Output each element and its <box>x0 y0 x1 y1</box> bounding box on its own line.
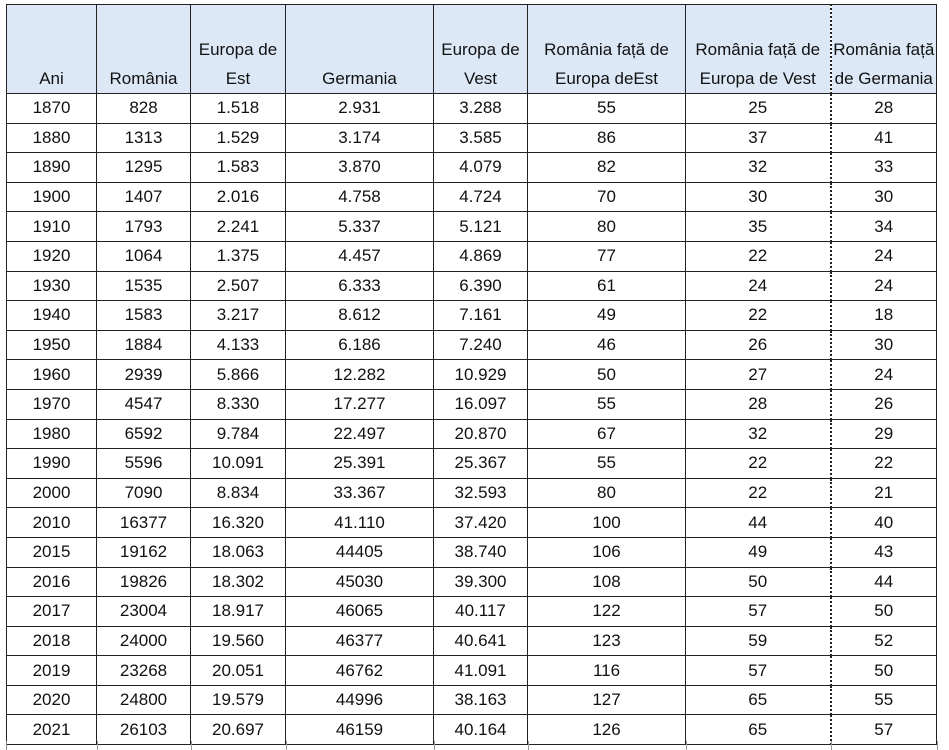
table-cell[interactable]: 2019 <box>7 656 97 686</box>
header-cell: România față de Europa deEst <box>528 5 686 94</box>
table-cell[interactable]: 4547 <box>97 389 191 419</box>
table-cell[interactable]: 4.133 <box>191 330 286 360</box>
table-cell[interactable]: 4.869 <box>434 241 528 271</box>
table-row <box>7 478 937 508</box>
table-cell[interactable]: 22 <box>686 301 831 331</box>
table-cell[interactable]: 25.367 <box>434 449 528 479</box>
table-cell[interactable]: 50 <box>831 597 937 627</box>
table-row <box>7 301 937 331</box>
table-cell[interactable]: 18.917 <box>191 597 286 627</box>
table-cell[interactable]: 4.724 <box>434 182 528 212</box>
table-cell[interactable]: 10.091 <box>191 449 286 479</box>
table-cell[interactable]: 2000 <box>7 478 97 508</box>
table-cell[interactable]: 1890 <box>7 153 97 183</box>
gridline-stub <box>686 741 687 750</box>
table-cell[interactable]: 50 <box>831 656 937 686</box>
table-cell[interactable]: 22 <box>686 449 831 479</box>
table-cell[interactable]: 22 <box>831 449 937 479</box>
table-cell[interactable]: 61 <box>528 271 686 301</box>
table-row <box>7 153 937 183</box>
table-cell[interactable]: 70 <box>528 182 686 212</box>
table-cell[interactable]: 50 <box>686 567 831 597</box>
table-cell[interactable]: 2939 <box>97 360 191 390</box>
table-cell[interactable]: 55 <box>528 389 686 419</box>
gridline-stub <box>528 741 529 750</box>
table-cell[interactable]: 2021 <box>7 715 97 745</box>
table-cell[interactable]: 24 <box>831 360 937 390</box>
table-cell[interactable]: 46159 <box>286 715 434 745</box>
table-cell[interactable]: 34 <box>831 212 937 242</box>
header-cell: România <box>97 5 191 94</box>
table-cell[interactable]: 1.583 <box>191 153 286 183</box>
table-row <box>7 94 937 124</box>
table-cell[interactable]: 6.186 <box>286 330 434 360</box>
table-cell[interactable]: 55 <box>528 449 686 479</box>
table-cell[interactable]: 40.117 <box>434 597 528 627</box>
table-cell[interactable]: 5.121 <box>434 212 528 242</box>
table-cell[interactable]: 116 <box>528 656 686 686</box>
table-cell[interactable]: 18.302 <box>191 567 286 597</box>
table-row <box>7 182 937 212</box>
table-cell[interactable]: 100 <box>528 508 686 538</box>
table-cell[interactable]: 5.337 <box>286 212 434 242</box>
table-cell[interactable]: 18 <box>831 301 937 331</box>
table-cell[interactable]: 108 <box>528 567 686 597</box>
table-row <box>7 626 937 656</box>
table-cell[interactable]: 1884 <box>97 330 191 360</box>
table-row <box>7 449 937 479</box>
table-cell[interactable]: 38.163 <box>434 685 528 715</box>
data-table <box>6 4 937 745</box>
table-cell[interactable]: 30 <box>831 182 937 212</box>
table-cell[interactable]: 82 <box>528 153 686 183</box>
spreadsheet-region <box>6 4 937 745</box>
table-cell[interactable]: 43 <box>831 537 937 567</box>
table-cell[interactable]: 24 <box>831 271 937 301</box>
table-cell[interactable]: 50 <box>528 360 686 390</box>
table-cell[interactable]: 4.079 <box>434 153 528 183</box>
table-cell[interactable]: 1910 <box>7 212 97 242</box>
table-cell[interactable]: 1940 <box>7 301 97 331</box>
table-cell[interactable]: 46 <box>528 330 686 360</box>
table-cell[interactable]: 33 <box>831 153 937 183</box>
table-cell[interactable]: 22.497 <box>286 419 434 449</box>
table-cell[interactable]: 19162 <box>97 537 191 567</box>
table-cell[interactable]: 20.697 <box>191 715 286 745</box>
table-cell[interactable]: 1.529 <box>191 123 286 153</box>
table-cell[interactable]: 8.330 <box>191 389 286 419</box>
table-cell[interactable]: 32 <box>686 153 831 183</box>
table-cell[interactable]: 80 <box>528 212 686 242</box>
table-cell[interactable]: 123 <box>528 626 686 656</box>
table-cell[interactable]: 41.110 <box>286 508 434 538</box>
table-cell[interactable]: 1793 <box>97 212 191 242</box>
table-cell[interactable]: 1950 <box>7 330 97 360</box>
table-cell[interactable]: 1.518 <box>191 94 286 124</box>
table-cell[interactable]: 30 <box>831 330 937 360</box>
table-cell[interactable]: 9.784 <box>191 419 286 449</box>
table-cell[interactable]: 19.560 <box>191 626 286 656</box>
table-cell[interactable]: 40.641 <box>434 626 528 656</box>
table-cell[interactable]: 39.300 <box>434 567 528 597</box>
table-cell[interactable]: 77 <box>528 241 686 271</box>
table-cell[interactable]: 21 <box>831 478 937 508</box>
table-cell[interactable]: 19826 <box>97 567 191 597</box>
table-cell[interactable]: 7.161 <box>434 301 528 331</box>
table-cell[interactable]: 30 <box>686 182 831 212</box>
table-cell[interactable]: 26 <box>831 389 937 419</box>
table-cell[interactable]: 57 <box>831 715 937 745</box>
table-cell[interactable]: 1980 <box>7 419 97 449</box>
table-cell[interactable]: 20.051 <box>191 656 286 686</box>
table-cell[interactable]: 38.740 <box>434 537 528 567</box>
header-cell: România față de Europa de Vest <box>686 5 831 94</box>
table-cell[interactable]: 27 <box>686 360 831 390</box>
table-cell[interactable]: 55 <box>528 94 686 124</box>
gridline-stub <box>97 741 98 750</box>
table-cell[interactable]: 5.866 <box>191 360 286 390</box>
table-cell[interactable]: 1313 <box>97 123 191 153</box>
table-cell[interactable]: 3.870 <box>286 153 434 183</box>
table-cell[interactable]: 44996 <box>286 685 434 715</box>
table-cell[interactable]: 3.288 <box>434 94 528 124</box>
table-row <box>7 597 937 627</box>
table-cell[interactable]: 44 <box>686 508 831 538</box>
table-cell[interactable]: 49 <box>528 301 686 331</box>
table-row <box>7 685 937 715</box>
table-cell[interactable]: 106 <box>528 537 686 567</box>
table-cell[interactable]: 25.391 <box>286 449 434 479</box>
table-cell[interactable]: 41 <box>831 123 937 153</box>
table-cell[interactable]: 25 <box>686 94 831 124</box>
table-cell[interactable]: 46762 <box>286 656 434 686</box>
table-row <box>7 212 937 242</box>
table-cell[interactable]: 2.507 <box>191 271 286 301</box>
table-cell[interactable]: 126 <box>528 715 686 745</box>
gridline-stub <box>434 741 435 750</box>
table-cell[interactable]: 32 <box>686 419 831 449</box>
table-cell[interactable]: 65 <box>686 685 831 715</box>
table-cell[interactable]: 19.579 <box>191 685 286 715</box>
table-cell[interactable]: 18.063 <box>191 537 286 567</box>
table-cell[interactable]: 40 <box>831 508 937 538</box>
table-row <box>7 271 937 301</box>
table-cell[interactable]: 2015 <box>7 537 97 567</box>
table-cell[interactable]: 4.758 <box>286 182 434 212</box>
table-cell[interactable]: 44 <box>831 567 937 597</box>
table-cell[interactable]: 52 <box>831 626 937 656</box>
table-cell[interactable]: 45030 <box>286 567 434 597</box>
table-cell[interactable]: 2.241 <box>191 212 286 242</box>
table-cell[interactable]: 8.612 <box>286 301 434 331</box>
table-cell[interactable]: 16.320 <box>191 508 286 538</box>
table-cell[interactable]: 46377 <box>286 626 434 656</box>
table-cell[interactable]: 17.277 <box>286 389 434 419</box>
table-cell[interactable]: 8.834 <box>191 478 286 508</box>
table-cell[interactable]: 1880 <box>7 123 97 153</box>
gridline-stub <box>937 741 938 750</box>
table-cell[interactable]: 57 <box>686 656 831 686</box>
header-cell: Europa de Est <box>191 5 286 94</box>
table-cell[interactable]: 57 <box>686 597 831 627</box>
table-row <box>7 656 937 686</box>
table-cell[interactable]: 828 <box>97 94 191 124</box>
table-cell[interactable]: 16.097 <box>434 389 528 419</box>
table-cell[interactable]: 32.593 <box>434 478 528 508</box>
table-cell[interactable]: 12.282 <box>286 360 434 390</box>
table-row <box>7 360 937 390</box>
table-row <box>7 567 937 597</box>
table-row <box>7 389 937 419</box>
table-cell[interactable]: 122 <box>528 597 686 627</box>
table-cell[interactable]: 1.375 <box>191 241 286 271</box>
header-cell: Ani <box>7 5 97 94</box>
next-row-stub <box>6 741 937 750</box>
table-cell[interactable]: 3.174 <box>286 123 434 153</box>
table-cell[interactable]: 67 <box>528 419 686 449</box>
table-cell[interactable]: 1920 <box>7 241 97 271</box>
header-cell: Germania <box>286 5 434 94</box>
table-cell[interactable]: 2010 <box>7 508 97 538</box>
table-cell[interactable]: 2017 <box>7 597 97 627</box>
table-cell[interactable]: 55 <box>831 685 937 715</box>
table-cell[interactable]: 35 <box>686 212 831 242</box>
table-cell[interactable]: 1583 <box>97 301 191 331</box>
table-row <box>7 123 937 153</box>
table-cell[interactable]: 16377 <box>97 508 191 538</box>
table-cell[interactable]: 86 <box>528 123 686 153</box>
table-cell[interactable]: 1960 <box>7 360 97 390</box>
table-cell[interactable]: 2.931 <box>286 94 434 124</box>
header-cell: Europa de Vest <box>434 5 528 94</box>
table-cell[interactable]: 6592 <box>97 419 191 449</box>
table-cell[interactable]: 127 <box>528 685 686 715</box>
table-cell[interactable]: 29 <box>831 419 937 449</box>
table-cell[interactable]: 46065 <box>286 597 434 627</box>
table-cell[interactable]: 65 <box>686 715 831 745</box>
table-cell[interactable]: 7090 <box>97 478 191 508</box>
table-cell[interactable]: 24000 <box>97 626 191 656</box>
table-row <box>7 330 937 360</box>
table-cell[interactable]: 24 <box>686 271 831 301</box>
table-cell[interactable]: 2018 <box>7 626 97 656</box>
table-cell[interactable]: 1535 <box>97 271 191 301</box>
gridline-stub <box>191 741 192 750</box>
table-cell[interactable]: 37 <box>686 123 831 153</box>
table-cell[interactable]: 5596 <box>97 449 191 479</box>
table-cell[interactable]: 3.585 <box>434 123 528 153</box>
table-cell[interactable]: 26103 <box>97 715 191 745</box>
table-cell[interactable]: 1407 <box>97 182 191 212</box>
table-cell[interactable]: 1870 <box>7 94 97 124</box>
table-cell[interactable]: 28 <box>831 94 937 124</box>
table-cell[interactable]: 4.457 <box>286 241 434 271</box>
table-cell[interactable]: 28 <box>686 389 831 419</box>
gridline-stub <box>831 741 832 750</box>
table-row <box>7 419 937 449</box>
table-cell[interactable]: 1064 <box>97 241 191 271</box>
table-cell[interactable]: 2.016 <box>191 182 286 212</box>
table-cell[interactable]: 41.091 <box>434 656 528 686</box>
table-cell[interactable]: 1930 <box>7 271 97 301</box>
table-cell[interactable]: 2016 <box>7 567 97 597</box>
table-cell[interactable]: 23004 <box>97 597 191 627</box>
table-cell[interactable]: 1295 <box>97 153 191 183</box>
table-cell[interactable]: 44405 <box>286 537 434 567</box>
table-cell[interactable]: 59 <box>686 626 831 656</box>
table-cell[interactable]: 2020 <box>7 685 97 715</box>
table-cell[interactable]: 40.164 <box>434 715 528 745</box>
table-cell[interactable]: 1900 <box>7 182 97 212</box>
table-cell[interactable]: 6.390 <box>434 271 528 301</box>
table-cell[interactable]: 26 <box>686 330 831 360</box>
header-row <box>7 5 937 94</box>
table-cell[interactable]: 24800 <box>97 685 191 715</box>
header-cell: România față de Germania <box>831 5 937 94</box>
table-cell[interactable]: 7.240 <box>434 330 528 360</box>
gridline-stub <box>286 741 287 750</box>
table-cell[interactable]: 22 <box>686 478 831 508</box>
table-cell[interactable]: 1970 <box>7 389 97 419</box>
table-cell[interactable]: 49 <box>686 537 831 567</box>
table-cell[interactable]: 80 <box>528 478 686 508</box>
table-cell[interactable]: 6.333 <box>286 271 434 301</box>
table-row <box>7 508 937 538</box>
table-cell[interactable]: 3.217 <box>191 301 286 331</box>
table-cell[interactable]: 37.420 <box>434 508 528 538</box>
table-cell[interactable]: 10.929 <box>434 360 528 390</box>
table-cell[interactable]: 1990 <box>7 449 97 479</box>
table-cell[interactable]: 23268 <box>97 656 191 686</box>
table-body <box>7 94 937 745</box>
table-cell[interactable]: 22 <box>686 241 831 271</box>
table-cell[interactable]: 24 <box>831 241 937 271</box>
table-row <box>7 241 937 271</box>
table-row <box>7 537 937 567</box>
table-cell[interactable]: 33.367 <box>286 478 434 508</box>
table-cell[interactable]: 20.870 <box>434 419 528 449</box>
